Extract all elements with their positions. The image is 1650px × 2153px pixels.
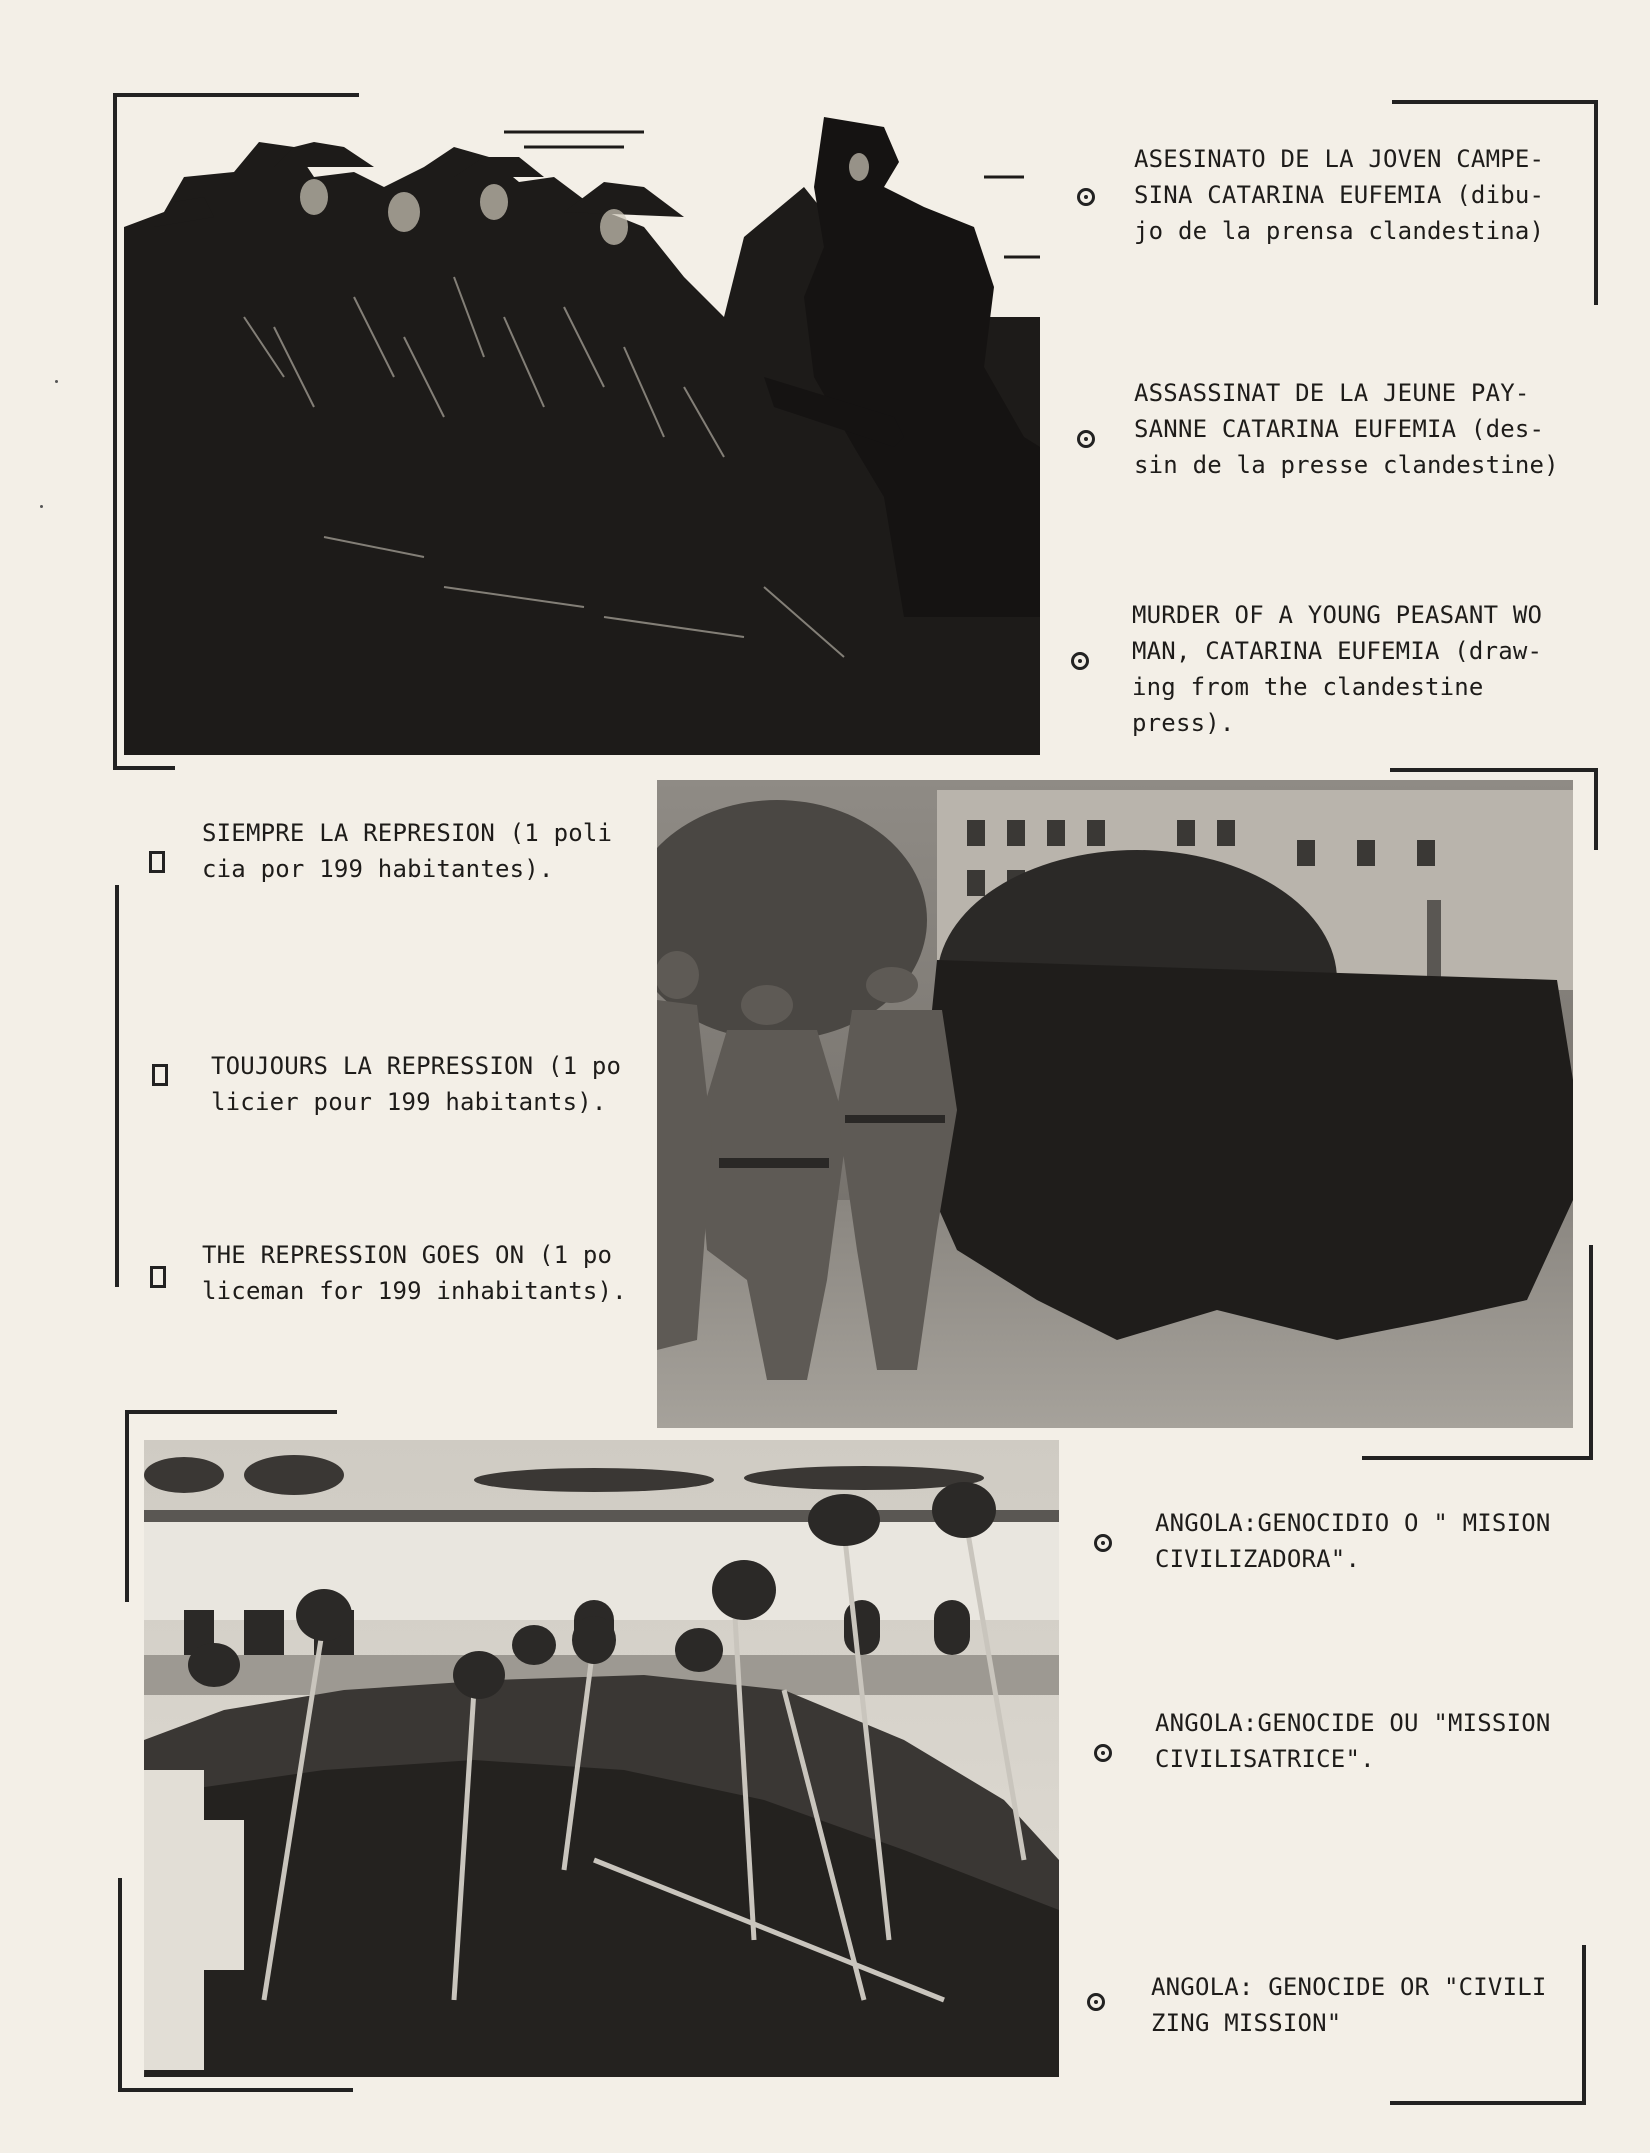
bullet-square-icon (152, 1064, 168, 1086)
bracket-line (1589, 1245, 1593, 1460)
caption-english: ANGOLA: GENOCIDE OR "CIVILI ZING MISSION" (1151, 1973, 1547, 2037)
bullet-square-icon (150, 1266, 166, 1288)
caption-spanish: SIEMPRE LA REPRESION (1 poli cia por 199 habitantes). (202, 819, 613, 883)
police-street-photo (657, 780, 1573, 1428)
woodcut-drawing (124, 117, 1040, 755)
bullet-square-icon (149, 851, 165, 873)
bracket-line (1390, 2101, 1586, 2105)
bracket-line (118, 2088, 353, 2092)
angola-photo (144, 1440, 1059, 2077)
bracket-line (113, 93, 117, 770)
bullet-circle-icon (1071, 652, 1089, 670)
bullet-circle-icon (1087, 1993, 1105, 2011)
caption-french: TOUJOURS LA REPRESSION (1 po licier pour 199 habitants). (211, 1052, 622, 1116)
bracket-line (1594, 768, 1598, 850)
bracket-line (1392, 100, 1597, 104)
bullet-circle-icon (1077, 430, 1095, 448)
caption-english: THE REPRESSION GOES ON (1 po liceman for 199 inhabitants). (202, 1241, 627, 1305)
paper-speck (40, 505, 43, 508)
paper-speck (55, 380, 58, 383)
bracket-line (1362, 1456, 1593, 1460)
caption-spanish: ASESINATO DE LA JOVEN CAMPE- SINA CATARINA EUFEMIA (dibu- jo de la prensa clandestina) (1134, 145, 1545, 245)
bullet-circle-icon (1077, 188, 1095, 206)
caption-spanish: ANGOLA:GENOCIDIO O " MISION CIVILIZADORA". (1155, 1509, 1551, 1573)
bracket-line (1390, 768, 1597, 772)
bracket-line (125, 1410, 337, 1414)
bracket-line (113, 766, 175, 770)
bracket-line (125, 1410, 129, 1602)
bullet-circle-icon (1094, 1534, 1112, 1552)
caption-french: ASSASSINAT DE LA JEUNE PAY- SANNE CATARINA EUFEMIA (des- sin de la presse clandestine) (1134, 379, 1559, 479)
caption-french: ANGOLA:GENOCIDE OU "MISSION CIVILISATRICE". (1155, 1709, 1551, 1773)
caption-english: MURDER OF A YOUNG PEASANT WO MAN, CATARINA EUFEMIA (draw- ing from the clandestine press). (1132, 601, 1543, 737)
bracket-line (118, 1878, 122, 2092)
bracket-line (1594, 100, 1598, 305)
bracket-line (113, 93, 359, 97)
bracket-line (115, 885, 119, 1287)
bullet-circle-icon (1094, 1744, 1112, 1762)
